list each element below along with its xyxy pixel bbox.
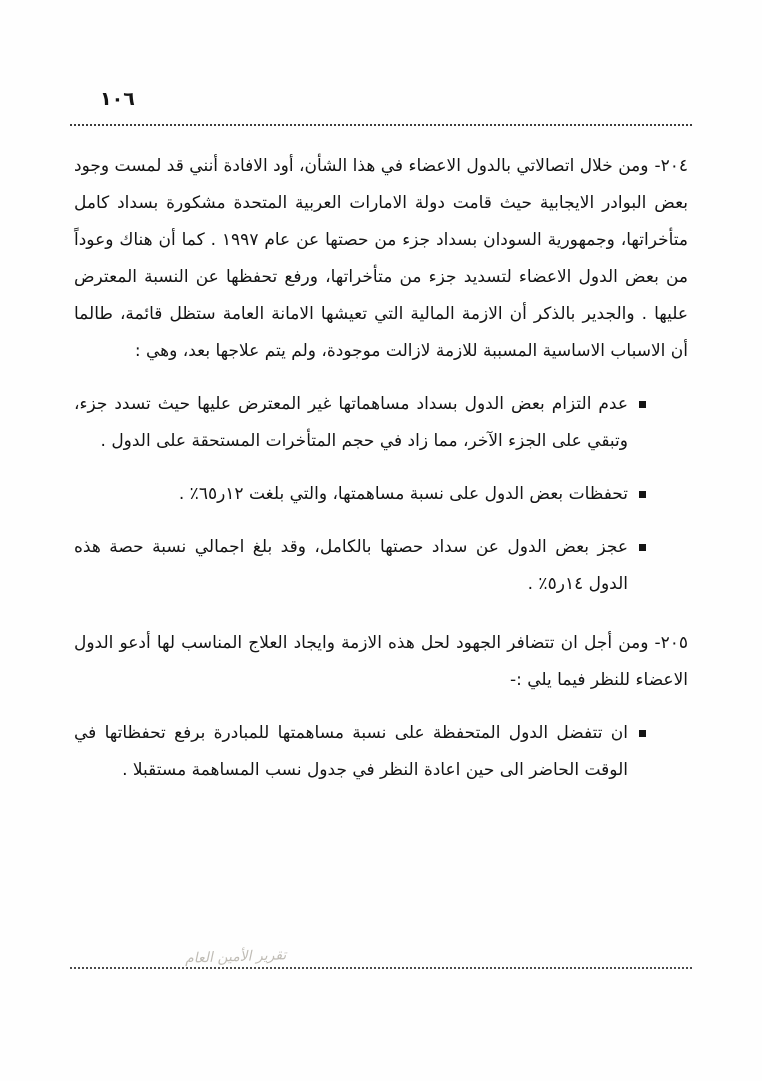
bullet-text: عدم التزام بعض الدول بسداد مساهماتها غير المعترض عليها حيث تسدد جزء، وتبقي على الجزء الآخر، مما زاد في حجم المتأخرات المستحقة على الدول . (74, 394, 628, 451)
list-item (74, 386, 646, 460)
bullet-square-icon (639, 401, 646, 408)
page-number: ١٠٦ (100, 88, 135, 110)
bullet-square-icon (639, 491, 646, 498)
handwritten-note: تقرير الأمين العام (184, 947, 287, 967)
bullet-square-icon (639, 730, 646, 737)
bullet-list-1 (74, 386, 688, 603)
bullet-text: تحفظات بعض الدول على نسبة مساهمتها، والتي بلغت ١٢ر٦٥٪ . (178, 484, 628, 504)
bottom-divider (70, 967, 692, 969)
paragraph-205 (74, 625, 688, 699)
bullet-square-icon (639, 544, 646, 551)
paragraph-204-text: ومن خلال اتصالاتي بالدول الاعضاء في هذا الشأن، أود الافادة أنني قد لمست وجود بعض البوادر الايجابية حيث قامت دولة الامارات العربية المتحدة مشكورة بسداد كامل متأخراتها، وجمهورية السودان بسداد جزء من حصتها عن عام ١٩٩٧ . كما أن هناك وعوداً من بعض الدول الاعضاء لتسديد جزء من متأخراتها، ورفع تحفظها عن النسبة المعترض عليها . والجدير بالذكر أن الازمة المالية التي تعيشها الامانة العامة ستظل قائمة، طالما أن الاسباب الاساسية المسببة للازمة لازالت موجودة، ولم يتم علاجها بعد، وهي : (74, 156, 688, 361)
list-item (74, 715, 646, 789)
list-item (74, 476, 646, 513)
paragraph-204 (74, 148, 688, 370)
bullet-text: ان تتفضل الدول المتحفظة على نسبة مساهمتها للمبادرة برفع تحفظاتها في الوقت الحاضر الى حين اعادة النظر في جدول نسب المساهمة مستقبلا . (74, 723, 628, 780)
paragraph-204-number: ٢٠٤- (654, 156, 688, 176)
bullet-text: عجز بعض الدول عن سداد حصتها بالكامل، وقد بلغ اجمالي نسبة حصة هذه الدول ١٤ر٥٪ . (74, 537, 628, 594)
bullet-list-2 (74, 715, 688, 789)
paragraph-205-text: ومن أجل ان تتضافر الجهود لحل هذه الازمة وايجاد العلاج المناسب لها أدعو الدول الاعضاء للنظر فيما يلي :- (74, 633, 688, 690)
document-body (74, 148, 688, 811)
paragraph-205-number: ٢٠٥- (654, 633, 688, 653)
list-item (74, 529, 646, 603)
top-divider (70, 124, 692, 126)
